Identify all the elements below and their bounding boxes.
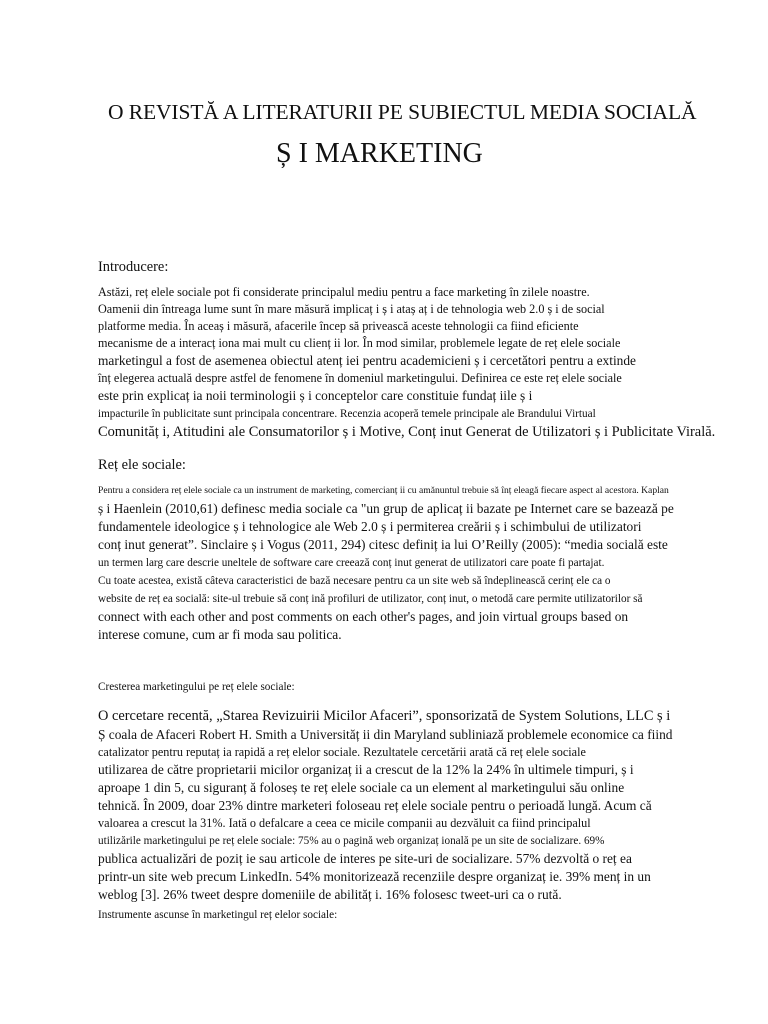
text-line: impacturile în publicitate sunt principala concentrare. Recenzia acoperă temele principale ale Brandului Virtual: [98, 408, 596, 420]
text-line: înț elegerea actuală despre astfel de fenomene în domeniul marketingului. Definirea ce este reț elele sociale: [98, 371, 622, 385]
text-line: marketingul a fost de asemenea obiectul atenț iei pentru academicieni ș i cercetători pentru a extinde: [98, 353, 636, 368]
text-line: valoarea a crescut la 31%. Iată o defalcare a ceea ce micile companii au dezvăluit ca fiind principalul: [98, 816, 591, 830]
text-line: O cercetare recentă, „Starea Revizuirii Micilor Afaceri”, sponsorizată de System Solutions, LLC ș i: [98, 708, 671, 724]
text-line: interese comune, cum ar fi moda sau politica.: [98, 627, 342, 642]
text-line: publica actualizări de poziț ie sau articole de interes pe site-uri de socializare. 57% dezvoltă o reț ea: [98, 851, 632, 866]
text-line: un termen larg care descrie uneltele de software care creează conț inut generat de utilizatori care poate fi partajat.: [98, 557, 605, 569]
text-line: utilizările marketingului pe reț elele sociale: 75% au o pagină web organizaț ională pe un site de socializare. 69%: [98, 835, 605, 847]
text-line: website de reț ea socială: site-ul trebuie să conț ină profiluri de utilizator, conț inut, o metodă care permite utilizatorilor să: [98, 593, 643, 605]
paragraph-social-networks: [98, 482, 688, 644]
text-line: weblog [3]. 26% tweet despre domeniile de abilităț i. 16% folosesc tweet-uri ca o rută.: [98, 887, 562, 902]
text-line: Ș coala de Afaceri Robert H. Smith a Universităț ii din Maryland subliniază problemele economice ca fiind: [98, 727, 673, 742]
section-heading-introduction: Introducere:: [98, 259, 169, 275]
section-heading-hidden-tools: Instrumente ascunse în marketingul reț elelor sociale:: [98, 909, 338, 921]
text-line: utilizarea de către proprietarii micilor organizaț ii a crescut de la 12% la 24% în ultimele timpuri, ș i: [98, 762, 634, 777]
text-line: ș i Haenlein (2010,61) definesc media sociale ca "un grup de aplicaț ii bazate pe Internet care se bazează pe: [98, 501, 674, 516]
paragraph-introduction: [98, 284, 716, 442]
text-line: printr-un site web precum LinkedIn. 54% monitorizează recenziile despre organizaț ie. 39% menț in un: [98, 869, 651, 884]
text-line: catalizator pentru reputaț ia rapidă a reț elelor sociale. Rezultatele cercetării arată că reț elele sociale: [98, 745, 586, 759]
document-title-line-1: O REVISTĂ A LITERATURII PE SUBIECTUL MEDIA SOCIALĂ: [108, 100, 697, 124]
section-heading-social-networks: Reț ele sociale:: [98, 457, 186, 473]
text-line: aproape 1 din 5, cu siguranț ă foloseș te reț elele sociale ca un element al marketingului său online: [98, 780, 625, 795]
text-line: Comunităț i, Atitudini ale Consumatorilor ș i Motive, Conț inut Generat de Utilizatori ș i Publicitate Virală.: [98, 424, 716, 440]
text-line: Pentru a considera reț elele sociale ca un instrument de marketing, comercianț ii cu amănuntul trebuie să înț eleagă fiecare aspect al acestora. Kaplan: [98, 485, 669, 496]
section-heading-marketing-growth: Cresterea marketingului pe reț elele sociale:: [98, 681, 295, 693]
text-line: connect with each other and post comments on each other's pages, and join virtual groups based on: [98, 609, 629, 624]
text-line: mecanisme de a interacț iona mai mult cu clienț ii lor. În mod similar, problemele legate de reț elele sociale: [98, 336, 621, 350]
text-line: tehnică. În 2009, doar 23% dintre marketeri foloseau reț elele sociale pentru o perioadă lungă. Acum că: [98, 798, 652, 813]
paragraph-marketing-growth: [98, 707, 688, 904]
document-title-line-2: Ș I MARKETING: [276, 138, 483, 169]
text-line: Cu toate acestea, există câteva caracteristici de bază necesare pentru ca un site web să îndeplinească cerinț ele ca o: [98, 575, 611, 587]
text-line: fundamentele ideologice ș i tehnologice ale Web 2.0 ș i permiterea creării ș i schimbului de utilizatori: [98, 519, 642, 534]
text-line: Oamenii din întreaga lume sunt în mare măsură implicaț i ș i ataș aț i de tehnologia web 2.0 ș i de social: [98, 302, 605, 316]
text-line: conț inut generat”. Sinclaire ș i Vogus (2011, 294) citesc definiț ia lui O’Reilly (2005): “media socială este: [98, 537, 668, 552]
text-line: este prin explicaț ia noii terminologii ș i conceptelor care constituie fundaț iile ș i: [98, 388, 533, 403]
text-line: platforme media. În aceaș i măsură, afacerile încep să privească aceste tehnologii ca fiind eficiente: [98, 319, 579, 333]
text-line: Astăzi, reț elele sociale pot fi considerate principalul mediu pentru a face marketing în zilele noastre.: [98, 285, 590, 299]
